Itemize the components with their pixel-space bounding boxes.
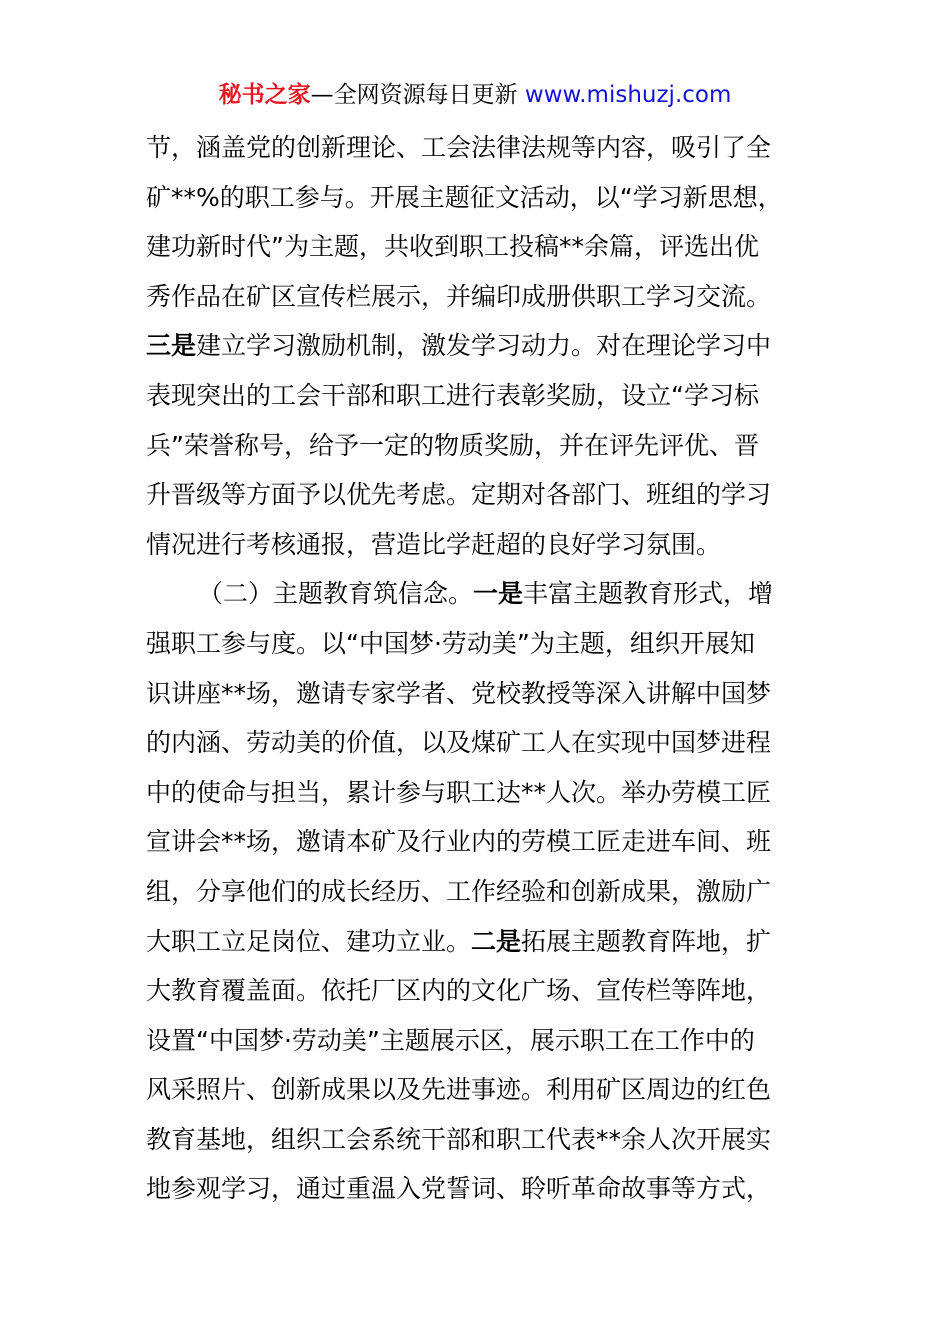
text-line-20: 风采照片、创新成果以及先进事迹。利用矿区周边的红色 [146, 1075, 772, 1105]
brand-name: 秘书之家 [218, 82, 311, 108]
text-line-8: 升晋级等方面予以优先考虑。定期对各部门、班组的学习 [146, 480, 772, 510]
bold-marker: 三是 [146, 331, 197, 361]
text-line-11: 强职工参与度。以“中国梦·劳动美”为主题，组织开展知 [146, 628, 755, 658]
text-line-3: 建功新时代”为主题，共收到职工投稿**余篇，评选出优 [146, 232, 759, 262]
text-line-21: 教育基地，组织工会系统干部和职工代表**余人次开展实 [146, 1124, 772, 1154]
document-body [146, 123, 810, 1214]
text-line-10: （二）主题教育筑信念。一是丰富主题教育形式，增 [198, 579, 774, 609]
text-line-16: 组，分享他们的成长经历、工作经验和创新成果，激励广 [146, 876, 772, 906]
text-line-9: 情况进行考核通报，营造比学赶超的良好学习氛围。 [146, 529, 722, 559]
text-line-13: 的内涵、劳动美的价值，以及煤矿工人在实现中国梦进程 [146, 728, 772, 758]
text-line-2: 矿**%的职工参与。开展主题征文活动，以“学习新思想， [146, 182, 783, 212]
bold-marker: 一是 [473, 579, 524, 609]
text-line-18: 大教育覆盖面。依托厂区内的文化广场、宣传栏等阵地， [146, 976, 772, 1006]
text-line-4: 秀作品在矿区宣传栏展示，并编印成册供职工学习交流。 [146, 281, 772, 311]
text-line-14: 中的使命与担当，累计参与职工达**人次。举办劳模工匠 [146, 777, 772, 807]
text-line-12: 识讲座**场，邀请专家学者、党校教授等深入讲解中国梦 [146, 678, 772, 708]
page-header [0, 78, 950, 112]
bold-marker: 二是 [471, 926, 522, 956]
text-line-7: 兵”荣誉称号，给予一定的物质奖励，并在评先评优、晋 [146, 430, 759, 460]
text-line-6: 表现突出的工会干部和职工进行表彰奖励，设立“学习标 [146, 380, 759, 410]
website-url: www.mishuzj.com [524, 82, 732, 108]
text-line-15: 宣讲会**场，邀请本矿及行业内的劳模工匠走进车间、班 [146, 827, 772, 857]
text-line-19: 设置“中国梦·劳动美”主题展示区，展示职工在工作中的 [146, 1025, 755, 1055]
text-line-17: 大职工立足岗位、建功立业。二是拓展主题教育阵地，扩 [146, 926, 772, 956]
header-tagline: —全网资源每日更新 [310, 82, 518, 108]
section-heading: （二）主题教育筑信念。 [198, 579, 474, 609]
text-line-5: 三是建立学习激励机制，激发学习动力。对在理论学习中 [146, 331, 772, 361]
text-line-1: 节，涵盖党的创新理论、工会法律法规等内容，吸引了全 [146, 133, 772, 162]
text-line-22: 地参观学习，通过重温入党誓词、聆听革命故事等方式， [146, 1174, 772, 1204]
